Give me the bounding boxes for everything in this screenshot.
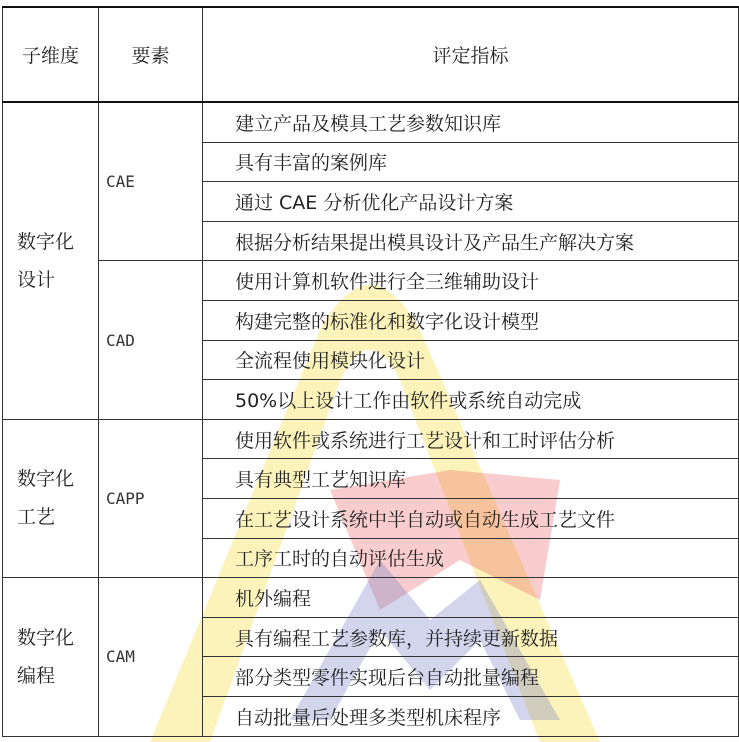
sub-dimension-line2: 编程 — [17, 664, 56, 687]
table-row — [3, 419, 739, 459]
sub-dimension-line2: 设计 — [17, 268, 56, 291]
indicator-text: 工序工时的自动评估生成 — [235, 548, 445, 571]
header-element: 要素 — [99, 7, 203, 102]
indicator-cell — [203, 142, 739, 182]
element-cell: CAM — [99, 578, 203, 736]
indicator-cell — [203, 102, 739, 142]
header-sub-dimension: 子维度 — [3, 7, 99, 102]
indicator-cell — [203, 617, 739, 657]
indicator-text: 建立产品及模具工艺参数知识库 — [235, 112, 502, 135]
sub-dimension-line1: 数字化 — [17, 626, 75, 649]
indicator-cell — [203, 380, 739, 420]
indicator-cell — [203, 538, 739, 578]
indicator-text: 自动批量后处理多类型机床程序 — [235, 706, 502, 729]
element-cell: CAPP — [99, 419, 203, 577]
sub-dimension-line2: 工艺 — [17, 506, 56, 529]
sub-dimension-line1: 数字化 — [17, 468, 75, 491]
table-row — [3, 261, 739, 301]
indicator-text: 机外编程 — [235, 587, 312, 610]
indicator-text: 具有编程工艺参数库，并持续更新数据 — [235, 627, 559, 650]
indicator-text: 在工艺设计系统中半自动或自动生成工艺文件 — [235, 508, 616, 531]
sub-dimension-cell — [3, 578, 99, 736]
evaluation-table — [2, 6, 739, 737]
element-cell: CAE — [99, 102, 203, 261]
sub-dimension-cell — [3, 419, 99, 577]
indicator-text: 50%以上设计工作由软件或系统自动完成 — [235, 389, 582, 412]
indicator-cell — [203, 696, 739, 736]
indicator-text: 具有丰富的案例库 — [235, 152, 388, 175]
sub-dimension-cell — [3, 102, 99, 419]
indicator-text: 具有典型工艺知识库 — [235, 469, 407, 492]
indicator-cell — [203, 300, 739, 340]
indicator-text: 使用计算机软件进行全三维辅助设计 — [235, 271, 540, 294]
indicator-cell — [203, 419, 739, 459]
element-cell: CAD — [99, 261, 203, 419]
indicator-text: 根据分析结果提出模具设计及产品生产解决方案 — [235, 231, 635, 254]
indicator-text: 构建完整的标准化和数字化设计模型 — [235, 310, 540, 333]
indicator-text: 部分类型零件实现后台自动批量编程 — [235, 667, 540, 690]
indicator-cell — [203, 221, 739, 261]
indicator-cell — [203, 340, 739, 380]
header-row — [3, 7, 739, 102]
indicator-cell — [203, 459, 739, 499]
table-row — [3, 578, 739, 618]
indicator-cell — [203, 657, 739, 697]
header-indicator: 评定指标 — [203, 7, 739, 102]
indicator-cell — [203, 498, 739, 538]
indicator-cell — [203, 261, 739, 301]
indicator-cell — [203, 182, 739, 222]
indicator-cell — [203, 578, 739, 618]
indicator-text: 通过 CAE 分析优化产品设计方案 — [235, 191, 514, 214]
indicator-text: 全流程使用模块化设计 — [235, 350, 426, 373]
indicator-text: 使用软件或系统进行工艺设计和工时评估分析 — [235, 429, 616, 452]
sub-dimension-line1: 数字化 — [17, 230, 75, 253]
table-row — [3, 102, 739, 142]
